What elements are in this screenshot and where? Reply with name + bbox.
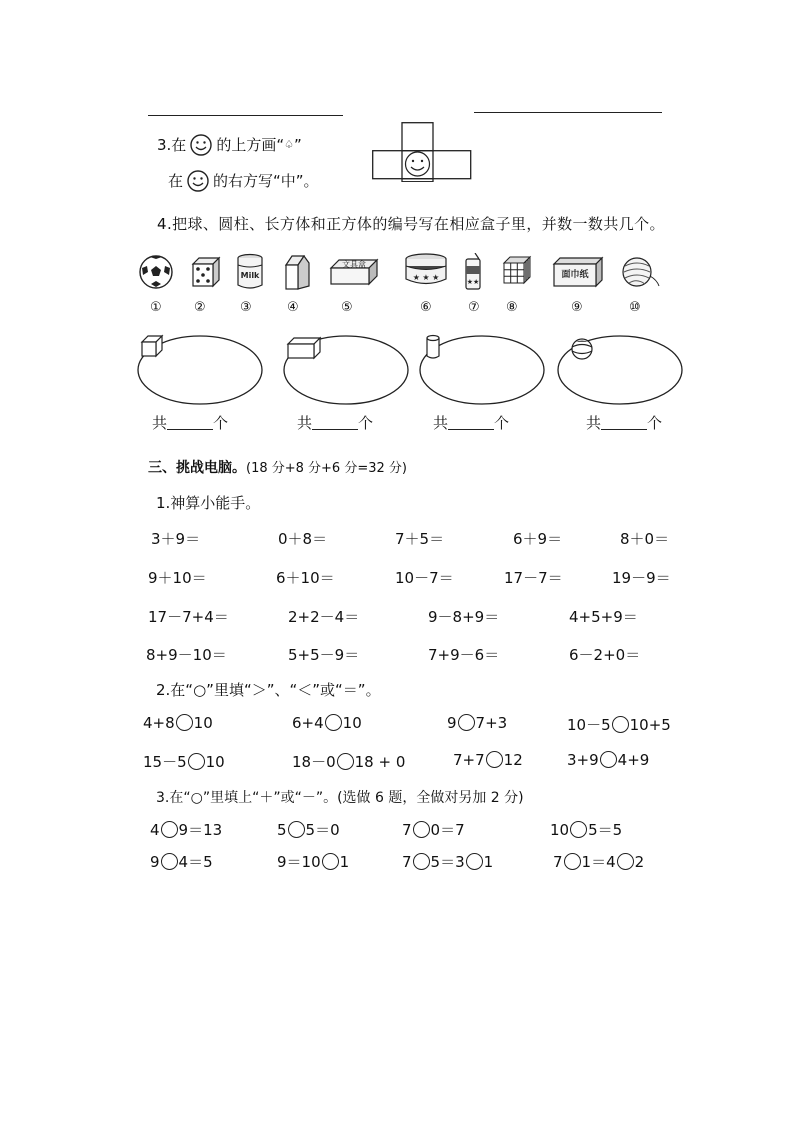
sign-circle[interactable] <box>161 821 178 838</box>
count-sphere-blank[interactable] <box>601 415 647 430</box>
compare-4 <box>567 714 671 735</box>
compare-7 <box>453 751 523 769</box>
smiley-icon <box>190 134 212 156</box>
sign-1-b: 9＝13 <box>178 821 223 839</box>
answer-line-left <box>148 115 343 116</box>
sub1-title: 1.神算小能手。 <box>156 494 261 512</box>
sign-3-b: 0＝7 <box>430 821 465 839</box>
compare-8-left: 3+9 <box>567 751 599 769</box>
sign-7-a: 7 <box>402 853 412 871</box>
calc-4-4: 6－2+0＝ <box>569 646 641 664</box>
sign-5-b: 4＝5 <box>178 853 213 871</box>
count-cylinder-blank[interactable] <box>448 415 494 430</box>
calc-1-5: 8＋0＝ <box>620 530 670 548</box>
soccer-ball-icon <box>138 254 174 290</box>
count-pre: 共 <box>297 414 313 432</box>
calc-2-3: 10－7＝ <box>395 569 454 587</box>
object-number-5: ⑤ <box>341 300 353 315</box>
pencil-box-icon <box>329 258 379 288</box>
compare-2-left: 6+4 <box>292 714 324 732</box>
sub2-title: 2.在“○”里填“＞”、“＜”或“＝”。 <box>156 681 381 699</box>
calc-2-1: 9＋10＝ <box>148 569 207 587</box>
object-number-4: ④ <box>287 300 299 315</box>
compare-circle[interactable] <box>337 753 354 770</box>
calc-1-4: 6＋9＝ <box>513 530 563 548</box>
sphere-icon <box>572 339 592 359</box>
sign-8-b: 1＝4 <box>581 853 616 871</box>
calc-2-4: 17－7＝ <box>504 569 563 587</box>
oval-box-cube[interactable] <box>136 330 266 406</box>
q3-line1 <box>157 134 302 156</box>
sign-3-a: 7 <box>402 821 412 839</box>
sign-7-b: 5＝3 <box>430 853 465 871</box>
calc-2-5: 19－9＝ <box>612 569 671 587</box>
count-cube <box>152 412 228 433</box>
q3-line1-end: ” <box>293 136 302 154</box>
compare-2-right: 10 <box>342 714 362 732</box>
compare-circle[interactable] <box>458 714 475 731</box>
compare-8 <box>567 751 649 769</box>
count-pre: 共 <box>586 414 602 432</box>
compare-4-right: 10+5 <box>629 716 671 734</box>
compare-1-left: 4+8 <box>143 714 175 732</box>
q3-line2-pre: 在 <box>168 172 184 190</box>
object-number-8: ⑧ <box>506 300 518 315</box>
calc-3-1: 17－7+4＝ <box>148 608 229 626</box>
compare-8-right: 4+9 <box>617 751 650 769</box>
tin-can-icon <box>403 252 449 288</box>
sign-circle[interactable] <box>288 821 305 838</box>
count-post: 个 <box>494 414 510 432</box>
sign-6-b: 1 <box>339 853 350 871</box>
compare-2 <box>292 714 362 732</box>
object-number-1: ① <box>150 300 162 315</box>
compare-circle[interactable] <box>486 751 503 768</box>
compare-1 <box>143 714 213 732</box>
tissue-box-icon <box>552 256 604 288</box>
q3-line2-post: 的右方写“中”。 <box>213 172 319 190</box>
drink-can-icon <box>462 253 484 291</box>
sign-circle[interactable] <box>564 853 581 870</box>
compare-circle[interactable] <box>325 714 342 731</box>
compare-circle[interactable] <box>612 716 629 733</box>
calc-4-2: 5+5－9＝ <box>288 646 360 664</box>
calc-1-1: 3＋9＝ <box>151 530 201 548</box>
sign-4 <box>550 819 622 840</box>
sign-4-b: 5＝5 <box>588 821 623 839</box>
milk-carton-icon <box>282 253 312 291</box>
compare-6-right: 18 + 0 <box>354 753 406 771</box>
count-pre: 共 <box>152 414 168 432</box>
oval-box-cuboid[interactable] <box>282 330 412 406</box>
sign-8 <box>553 851 644 872</box>
calc-1-3: 7＋5＝ <box>395 530 445 548</box>
compare-circle[interactable] <box>188 753 205 770</box>
sign-circle[interactable] <box>466 853 483 870</box>
object-number-2: ② <box>194 300 206 315</box>
sign-7 <box>402 851 493 872</box>
count-post: 个 <box>358 414 374 432</box>
count-cuboid-blank[interactable] <box>312 415 358 430</box>
section-3-title: 三、挑战电脑。 <box>148 460 246 476</box>
sign-8-a: 7 <box>553 853 563 871</box>
cross-grid <box>372 122 472 182</box>
sign-2-b: 5＝0 <box>305 821 340 839</box>
compare-circle[interactable] <box>600 751 617 768</box>
compare-1-right: 10 <box>193 714 213 732</box>
count-sphere <box>586 412 662 433</box>
sign-6-a: 9＝10 <box>277 853 321 871</box>
can-stars: ★★ <box>466 278 480 286</box>
calc-1-2: 0＋8＝ <box>278 530 328 548</box>
sign-5-a: 9 <box>150 853 160 871</box>
sign-circle[interactable] <box>570 821 587 838</box>
cuboid-icon <box>288 338 320 358</box>
sign-6 <box>277 851 349 872</box>
sign-1-a: 4 <box>150 821 160 839</box>
section-3-heading <box>148 457 407 477</box>
calc-3-4: 4+5+9＝ <box>569 608 638 626</box>
sign-8-c: 2 <box>634 853 645 871</box>
calc-3-2: 2+2－4＝ <box>288 608 360 626</box>
q3-line1-post: 的上方画“ <box>216 136 285 154</box>
compare-5 <box>143 751 225 772</box>
compare-3-left: 9 <box>447 714 457 732</box>
object-number-3: ③ <box>240 300 252 315</box>
sub3-title: 3.在“○”里填上“＋”或“－”。(选做 6 题，全做对另加 2 分) <box>156 790 524 806</box>
compare-7-left: 7+7 <box>453 751 485 769</box>
tissue-label: 面巾纸 <box>561 270 589 280</box>
oval-box-sphere[interactable] <box>554 330 684 406</box>
q3-line1-pre: 3.在 <box>157 136 187 154</box>
compare-5-right: 10 <box>205 753 225 771</box>
count-cylinder <box>433 412 509 433</box>
compare-6-left: 18－0 <box>292 753 336 771</box>
sign-1 <box>150 819 222 840</box>
q4-title: 4.把球、圆柱、长方体和正方体的编号写在相应盒子里，并数一数共几个。 <box>157 215 665 233</box>
count-post: 个 <box>647 414 663 432</box>
sign-circle[interactable] <box>322 853 339 870</box>
compare-3 <box>447 714 507 732</box>
compare-7-right: 12 <box>503 751 523 769</box>
calc-4-3: 7+9－6＝ <box>428 646 500 664</box>
compare-4-left: 10－5 <box>567 716 611 734</box>
dice-icon <box>189 256 221 288</box>
sign-circle[interactable] <box>161 853 178 870</box>
cylinder-icon <box>427 336 439 359</box>
count-pre: 共 <box>433 414 449 432</box>
sign-5 <box>150 851 213 872</box>
sign-4-a: 10 <box>550 821 570 839</box>
sign-circle[interactable] <box>413 821 430 838</box>
tin-stars: ★ ★ ★ <box>412 273 440 282</box>
q3-line2 <box>168 170 319 192</box>
spade-symbol: ♤ <box>284 138 294 151</box>
rubiks-cube-icon <box>501 254 533 286</box>
sign-circle[interactable] <box>617 853 634 870</box>
calc-3-3: 9－8+9＝ <box>428 608 500 626</box>
calc-4-1: 8+9－10＝ <box>146 646 227 664</box>
compare-circle[interactable] <box>176 714 193 731</box>
milk-can-icon <box>235 253 265 291</box>
stationery-label: 文具盒 <box>342 260 366 269</box>
smiley-icon <box>187 170 209 192</box>
cube-icon <box>142 336 162 356</box>
compare-3-right: 7+3 <box>475 714 508 732</box>
compare-6 <box>292 751 405 772</box>
object-number-7: ⑦ <box>468 300 480 315</box>
milk-label: Milk <box>240 271 260 280</box>
object-number-6: ⑥ <box>420 300 432 315</box>
compare-5-left: 15－5 <box>143 753 187 771</box>
count-cuboid <box>297 412 373 433</box>
object-number-10: ⑩ <box>629 300 641 315</box>
section-3-points: (18 分+8 分+6 分=32 分) <box>246 461 407 476</box>
sign-circle[interactable] <box>413 853 430 870</box>
yarn-ball-icon <box>619 256 661 288</box>
sign-2 <box>277 819 340 840</box>
count-cube-blank[interactable] <box>167 415 213 430</box>
sign-2-a: 5 <box>277 821 287 839</box>
calc-2-2: 6＋10＝ <box>276 569 335 587</box>
sign-7-c: 1 <box>483 853 494 871</box>
object-number-9: ⑨ <box>571 300 583 315</box>
oval-box-cylinder[interactable] <box>418 330 548 406</box>
count-post: 个 <box>213 414 229 432</box>
answer-line-right <box>474 112 662 113</box>
sign-3 <box>402 819 465 840</box>
